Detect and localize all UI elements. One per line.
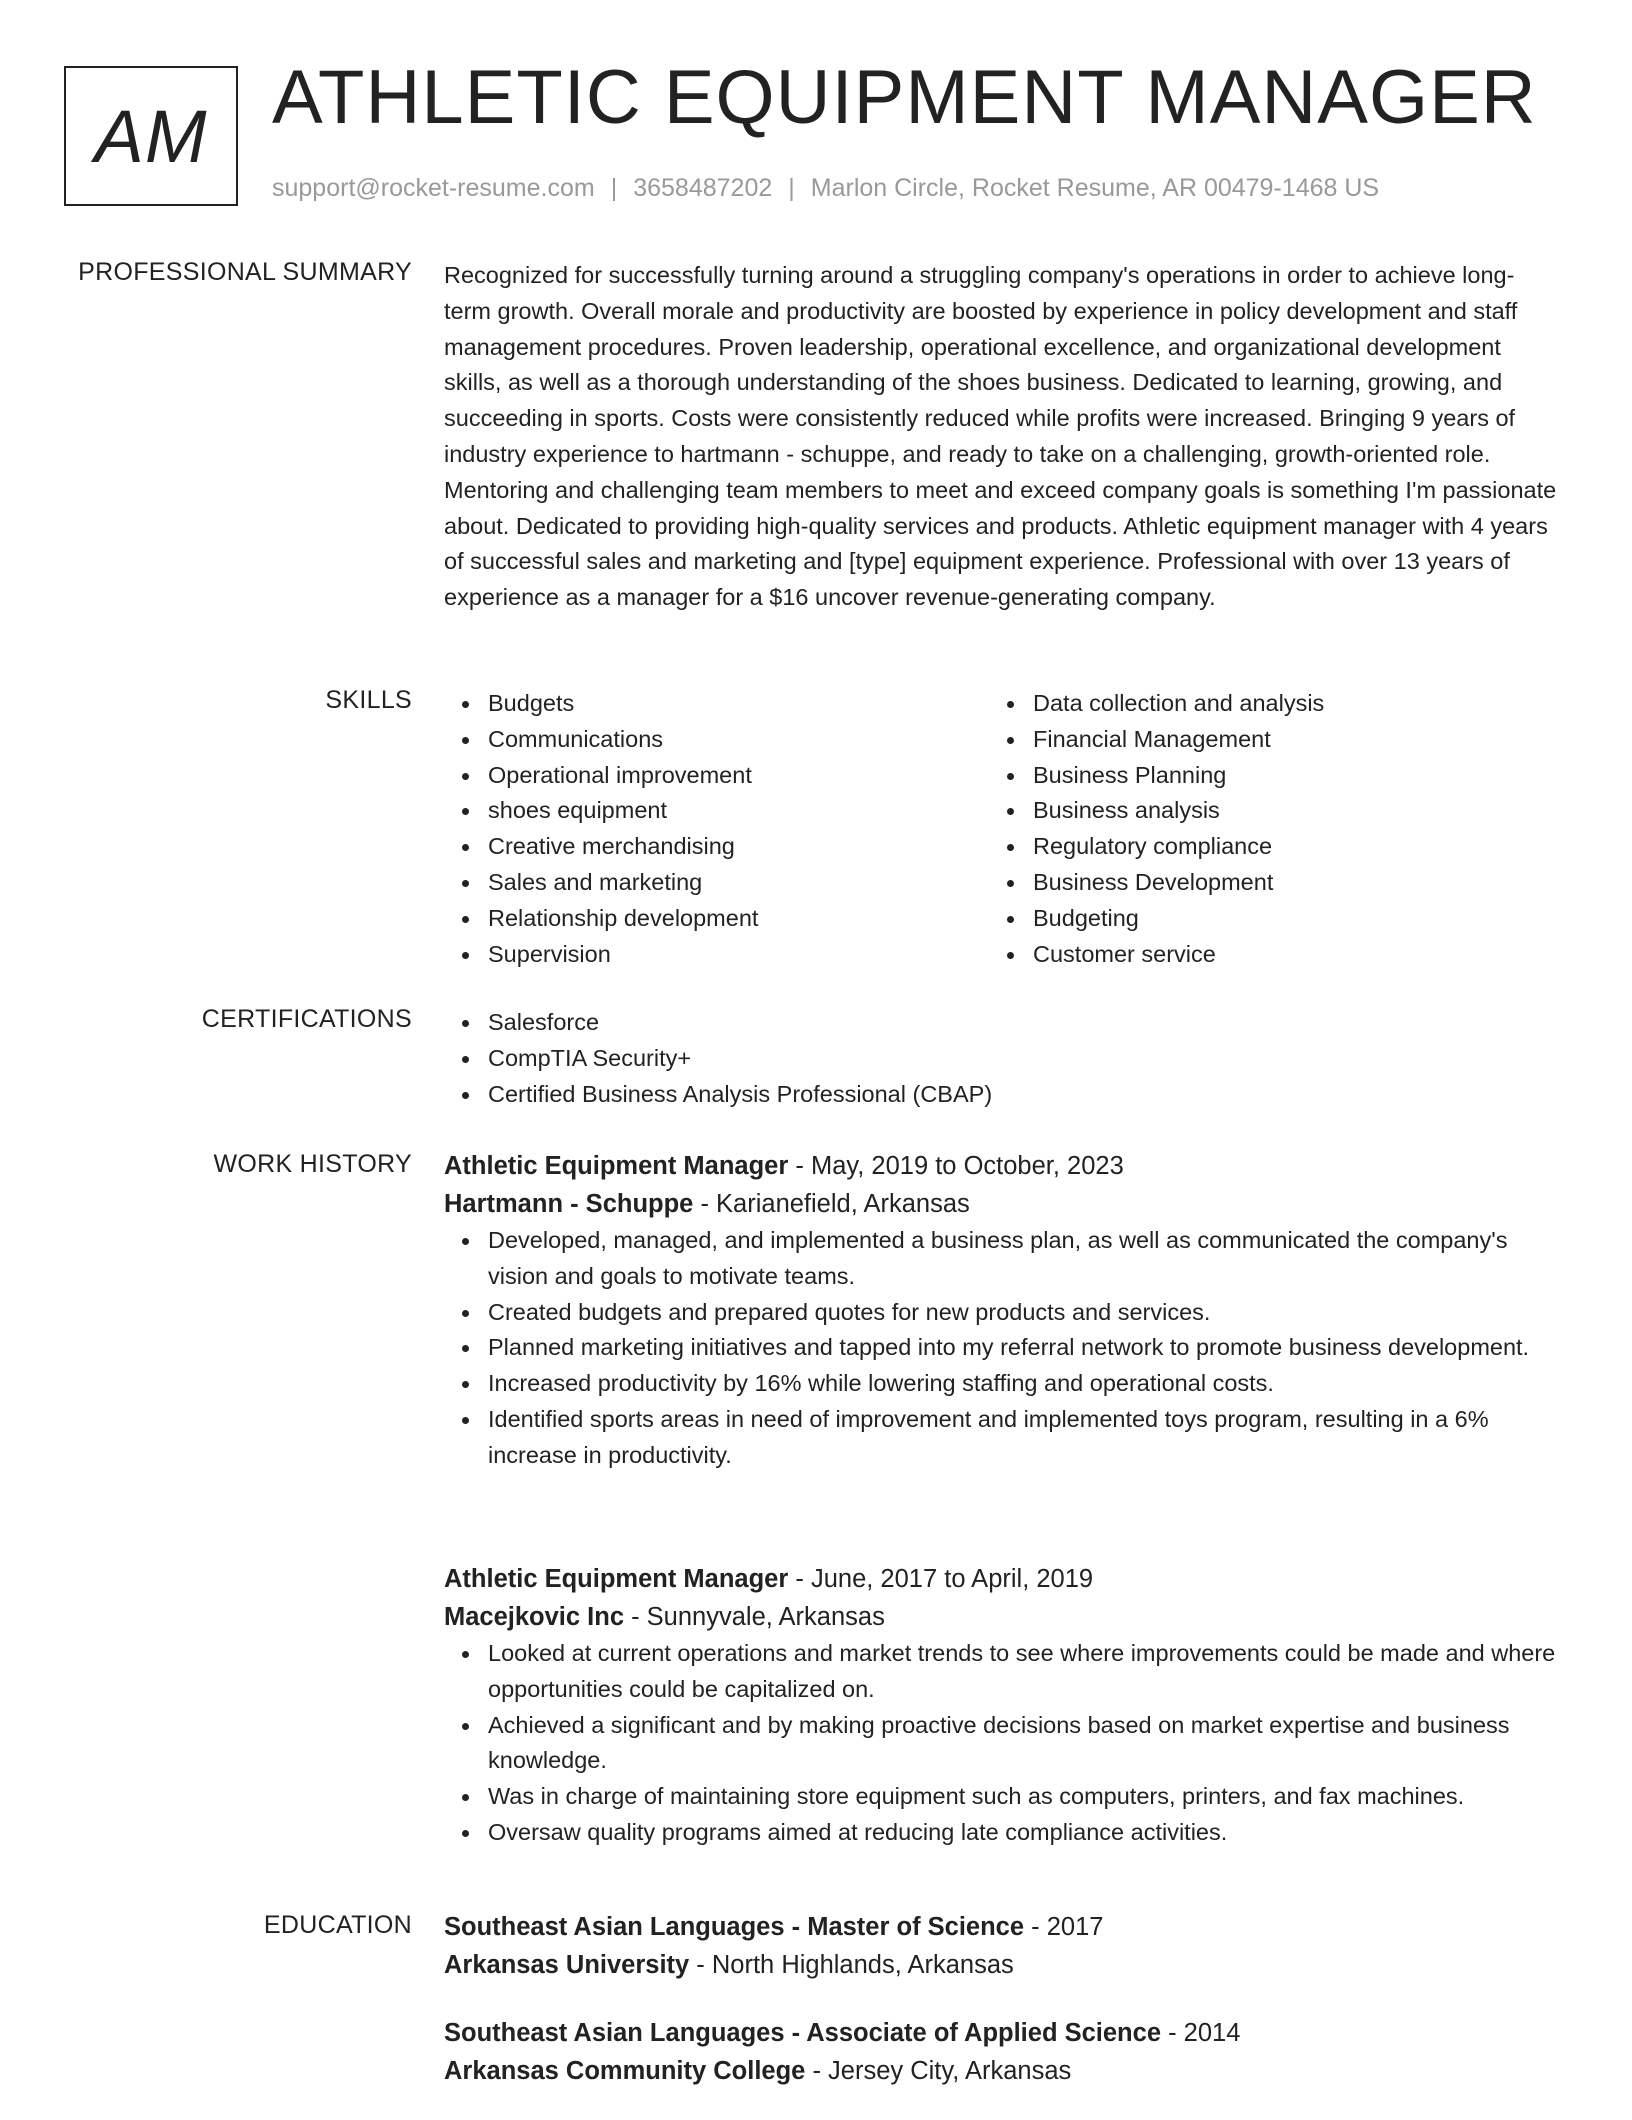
- job-duty: Identified sports areas in need of improvement and implemented toys program, resulting in a 6% increase in productivity.: [444, 1402, 1558, 1474]
- skill-item: shoes equipment: [444, 793, 989, 829]
- certification-item: Salesforce: [444, 1005, 1558, 1041]
- company-location: - Sunnyvale, Arkansas: [624, 1603, 885, 1631]
- school-name: Arkansas Community College: [444, 2057, 806, 2085]
- company-location: - Karianefield, Arkansas: [693, 1190, 970, 1218]
- section-heading-skills: SKILLS: [325, 686, 412, 714]
- contact-separator: |: [788, 174, 795, 202]
- contact-address: Marlon Circle, Rocket Resume, AR 00479-1468 US: [810, 174, 1380, 202]
- skill-item: Financial Management: [989, 722, 1534, 758]
- school-line: [444, 2052, 1558, 2090]
- skill-item: Operational improvement: [444, 758, 989, 794]
- skill-item: Business analysis: [989, 793, 1534, 829]
- job-duties-list: [444, 1223, 1558, 1474]
- section-heading-work-history: WORK HISTORY: [213, 1150, 412, 1178]
- certification-item: CompTIA Security+: [444, 1041, 1558, 1077]
- skill-item: Communications: [444, 722, 989, 758]
- job-duty: Was in charge of maintaining store equipment such as computers, printers, and fax machines.: [444, 1779, 1558, 1815]
- degree-year: - 2017: [1024, 1913, 1104, 1941]
- contact-line: [272, 174, 1379, 203]
- skill-item: Business Planning: [989, 758, 1534, 794]
- company-name: Macejkovic Inc: [444, 1603, 625, 1631]
- section-heading-certifications: CERTIFICATIONS: [201, 1005, 412, 1033]
- contact-separator: |: [610, 174, 618, 202]
- skill-item: Data collection and analysis: [989, 686, 1534, 722]
- job-duty: Achieved a significant and by making proactive decisions based on market expertise and business knowledge.: [444, 1708, 1558, 1780]
- education-entry: [444, 2014, 1558, 2090]
- skill-item: Sales and marketing: [444, 865, 989, 901]
- job-title-line: [444, 1560, 1558, 1598]
- company-line: [444, 1598, 1558, 1636]
- job-title: Athletic Equipment Manager: [444, 1565, 789, 1593]
- school-location: - Jersey City, Arkansas: [805, 2057, 1072, 2085]
- certification-item: Certified Business Analysis Professional (CBAP): [444, 1077, 1558, 1113]
- job-duty: Oversaw quality programs aimed at reducing late compliance activities.: [444, 1815, 1558, 1851]
- skill-item: Budgets: [444, 686, 989, 722]
- job-entry: [444, 1147, 1558, 1474]
- job-title-line: [444, 1147, 1558, 1185]
- skill-item: Relationship development: [444, 901, 989, 937]
- contact-phone[interactable]: 3658487202: [633, 174, 773, 202]
- job-duty: Developed, managed, and implemented a business plan, as well as communicated the company's vision and goals to motivate teams.: [444, 1223, 1558, 1295]
- school-name: Arkansas University: [444, 1951, 690, 1979]
- section-heading-education: EDUCATION: [263, 1911, 412, 1939]
- company-line: [444, 1185, 1558, 1223]
- job-entry: [444, 1560, 1558, 1851]
- job-duty: Increased productivity by 16% while lowering staffing and operational costs.: [444, 1366, 1558, 1402]
- section-heading-summary: PROFESSIONAL SUMMARY: [78, 258, 412, 286]
- job-title: Athletic Equipment Manager: [444, 1152, 789, 1180]
- job-duty: Planned marketing initiatives and tapped into my referral network to promote business development.: [444, 1330, 1558, 1366]
- degree-name: Southeast Asian Languages - Associate of Applied Science: [444, 2019, 1162, 2047]
- skill-item: Regulatory compliance: [989, 829, 1534, 865]
- skill-item: Creative merchandising: [444, 829, 989, 865]
- degree-line: [444, 2014, 1558, 2052]
- company-name: Hartmann - Schuppe: [444, 1190, 694, 1218]
- degree-line: [444, 1908, 1558, 1946]
- school-location: - North Highlands, Arkansas: [689, 1951, 1014, 1979]
- school-line: [444, 1946, 1558, 1984]
- skills-list-right: [989, 686, 1534, 972]
- job-duties-list: [444, 1636, 1558, 1851]
- degree-name: Southeast Asian Languages - Master of Science: [444, 1913, 1025, 1941]
- skills-list-left: [444, 686, 989, 972]
- skill-item: Customer service: [989, 937, 1534, 973]
- job-dates: - May, 2019 to October, 2023: [788, 1152, 1124, 1180]
- skill-item: Business Development: [989, 865, 1534, 901]
- certifications-list: [444, 1005, 1558, 1112]
- skill-item: Budgeting: [989, 901, 1534, 937]
- monogram-logo: AM: [64, 66, 238, 206]
- job-duty: Looked at current operations and market trends to see where improvements could be made and where opportunities could be capitalized on.: [444, 1636, 1558, 1708]
- job-dates: - June, 2017 to April, 2019: [788, 1565, 1094, 1593]
- contact-email[interactable]: support@rocket-resume.com: [272, 174, 595, 202]
- job-duty: Created budgets and prepared quotes for new products and services.: [444, 1295, 1558, 1331]
- summary-text: Recognized for successfully turning around a struggling company's operations in order to achieve long-term growth. Overall morale and productivity are boosted by experience in policy development and staff management procedures. Proven leadership, operational excellence, and organizational development skills, as well as a thorough understanding of the shoes business. Dedicated to learning, growing, and succeeding in sports. Costs were consistently reduced while profits were increased. Bringing 9 years of industry experience to hartmann - schuppe, and ready to take on a challenging, growth-oriented role. Mentoring and challenging team members to meet and exceed company goals is something I'm passionate about. Dedicated to providing high-quality services and products. Athletic equipment manager with 4 years of successful sales and marketing and [type] equipment experience. Professional with over 13 years of experience as a manager for a $16 uncover revenue-generating company.: [444, 262, 1557, 611]
- degree-year: - 2014: [1161, 2019, 1241, 2047]
- skill-item: Supervision: [444, 937, 989, 973]
- education-entry: [444, 1908, 1558, 1984]
- page-title: ATHLETIC EQUIPMENT MANAGER: [272, 55, 1537, 140]
